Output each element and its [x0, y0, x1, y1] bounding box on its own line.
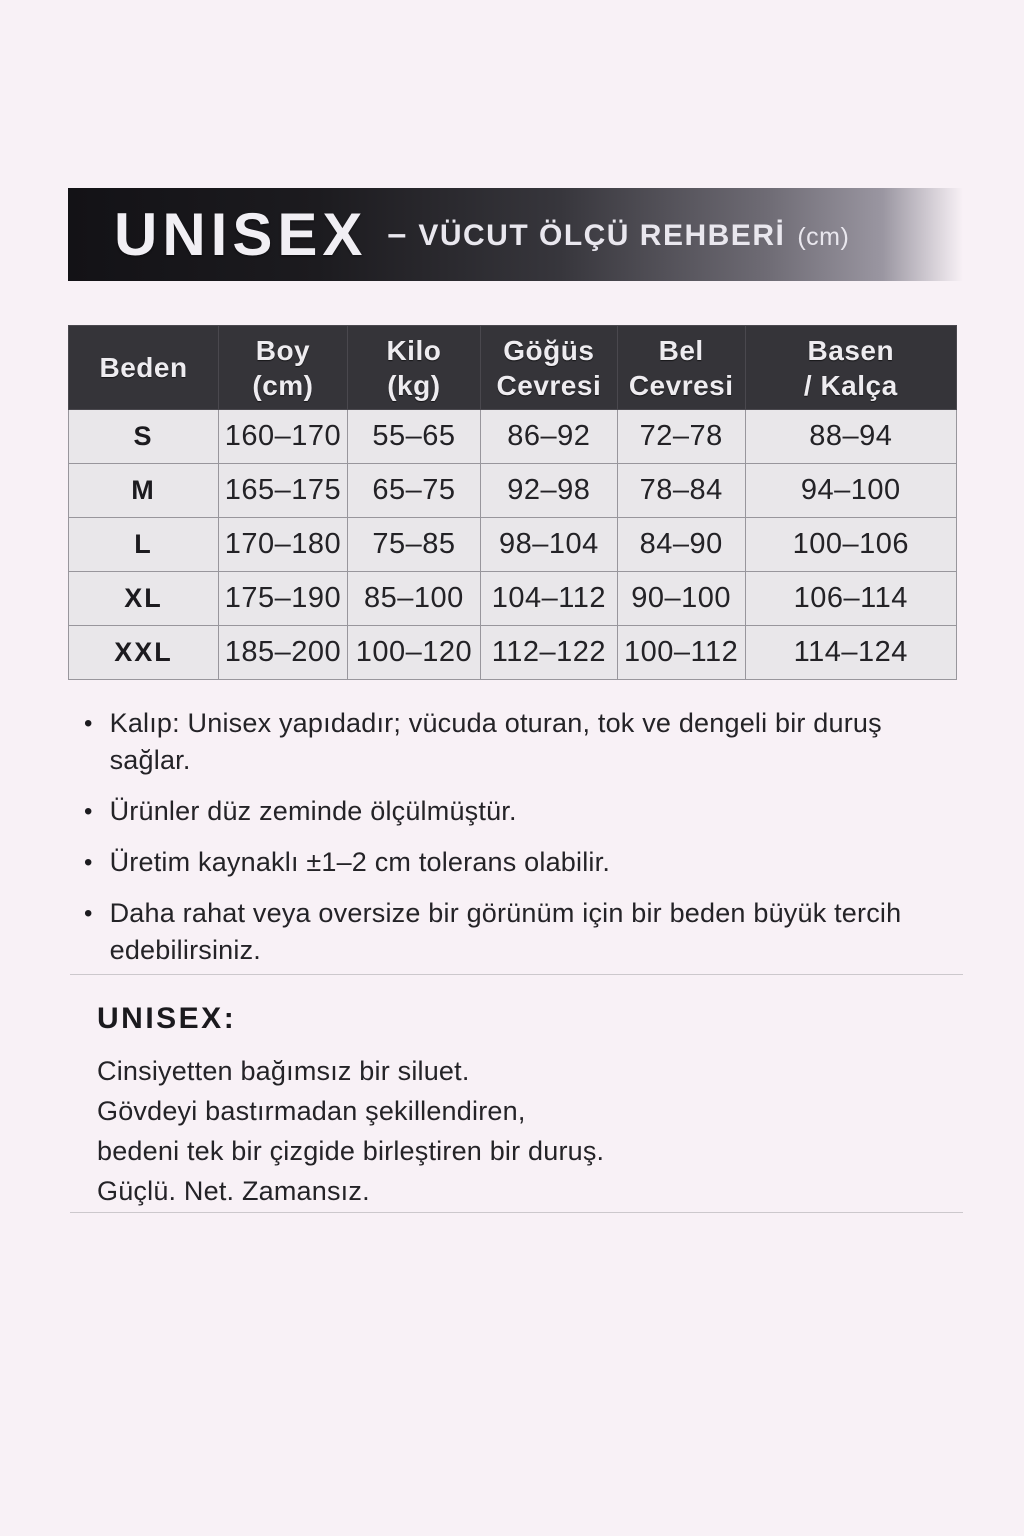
header-basen	[745, 326, 956, 410]
header-boy	[219, 326, 348, 410]
table-row-l	[69, 518, 957, 572]
bullet-icon: •	[84, 710, 93, 737]
height-range: 185–200	[219, 626, 348, 680]
size-table-header	[69, 326, 957, 410]
header-sublabel: (kg)	[387, 369, 441, 401]
size-label: XL	[69, 572, 219, 626]
header-label: Basen	[807, 334, 895, 366]
note-text: Daha rahat veya oversize bir görünüm için bir beden büyük tercih edebilirsiniz.	[109, 898, 902, 965]
hip-range: 106–114	[745, 572, 956, 626]
hip-range: 88–94	[745, 410, 956, 464]
table-header-row	[69, 326, 957, 410]
banner-unit: (cm)	[797, 223, 850, 251]
header-label: Kilo	[386, 334, 442, 366]
footer-heading: UNISEX:	[97, 1002, 237, 1035]
footer-line: Güçlü. Net. Zamansız.	[97, 1176, 370, 1206]
hip-range: 100–106	[745, 518, 956, 572]
height-range: 170–180	[219, 518, 348, 572]
hip-range: 94–100	[745, 464, 956, 518]
chest-range: 112–122	[481, 626, 618, 680]
weight-range: 65–75	[347, 464, 480, 518]
list-item	[84, 793, 964, 830]
waist-range: 100–112	[617, 626, 745, 680]
header-sublabel: (cm)	[252, 369, 314, 401]
bullet-icon: •	[84, 798, 93, 825]
table-row-xxl	[69, 626, 957, 680]
footer-line: bedeni tek bir çizgide birleştiren bir duruş.	[97, 1136, 605, 1166]
note-text: Ürünler düz zeminde ölçülmüştür.	[109, 796, 517, 826]
footer-line: Cinsiyetten bağımsız bir siluet.	[97, 1056, 470, 1086]
list-item	[84, 895, 964, 969]
waist-range: 84–90	[617, 518, 745, 572]
height-range: 175–190	[219, 572, 348, 626]
header-beden	[69, 326, 219, 410]
divider	[70, 974, 963, 975]
header-label: Beden	[99, 352, 188, 383]
size-label: L	[69, 518, 219, 572]
waist-range: 78–84	[617, 464, 745, 518]
weight-range: 100–120	[347, 626, 480, 680]
footer-line: Gövdeyi bastırmadan şekillendiren,	[97, 1096, 526, 1126]
hip-range: 114–124	[745, 626, 956, 680]
size-label: XXL	[69, 626, 219, 680]
table-row-xl	[69, 572, 957, 626]
height-range: 165–175	[219, 464, 348, 518]
list-item	[84, 705, 964, 779]
weight-range: 55–65	[347, 410, 480, 464]
header-sublabel: Cevresi	[628, 369, 734, 401]
weight-range: 85–100	[347, 572, 480, 626]
header-label: Bel	[658, 334, 704, 366]
header-sublabel: / Kalça	[803, 369, 898, 401]
waist-range: 90–100	[617, 572, 745, 626]
height-range: 160–170	[219, 410, 348, 464]
size-label: M	[69, 464, 219, 518]
chest-range: 86–92	[481, 410, 618, 464]
banner-subtitle-group	[387, 215, 849, 254]
chest-range: 98–104	[481, 518, 618, 572]
banner-title: UNISEX	[114, 201, 368, 268]
chest-range: 104–112	[481, 572, 618, 626]
header-sublabel: Cevresi	[496, 369, 602, 401]
chest-range: 92–98	[481, 464, 618, 518]
bullet-icon: •	[84, 900, 93, 927]
header-kilo	[347, 326, 480, 410]
header-label: Boy	[255, 334, 311, 366]
size-label: S	[69, 410, 219, 464]
size-table-body	[69, 410, 957, 680]
table-row-m	[69, 464, 957, 518]
list-item	[84, 844, 964, 881]
banner-subtitle: VÜCUT ÖLÇÜ REHBERİ	[418, 219, 786, 252]
waist-range: 72–78	[617, 410, 745, 464]
banner	[68, 188, 963, 281]
weight-range: 75–85	[347, 518, 480, 572]
note-text: Kalıp: Unisex yapıdadır; vücuda oturan, tok ve dengeli bir duruş sağlar.	[109, 708, 882, 775]
divider	[70, 1212, 963, 1213]
size-table	[68, 325, 957, 680]
notes-list	[84, 705, 964, 983]
table-row-s	[69, 410, 957, 464]
header-gogus	[481, 326, 618, 410]
header-label: Göğüs	[503, 334, 595, 366]
footer-text-block	[97, 1051, 604, 1211]
header-bel	[617, 326, 745, 410]
banner-dash: –	[387, 215, 407, 253]
note-text: Üretim kaynaklı ±1–2 cm tolerans olabilir.	[109, 847, 611, 877]
bullet-icon: •	[84, 849, 93, 876]
